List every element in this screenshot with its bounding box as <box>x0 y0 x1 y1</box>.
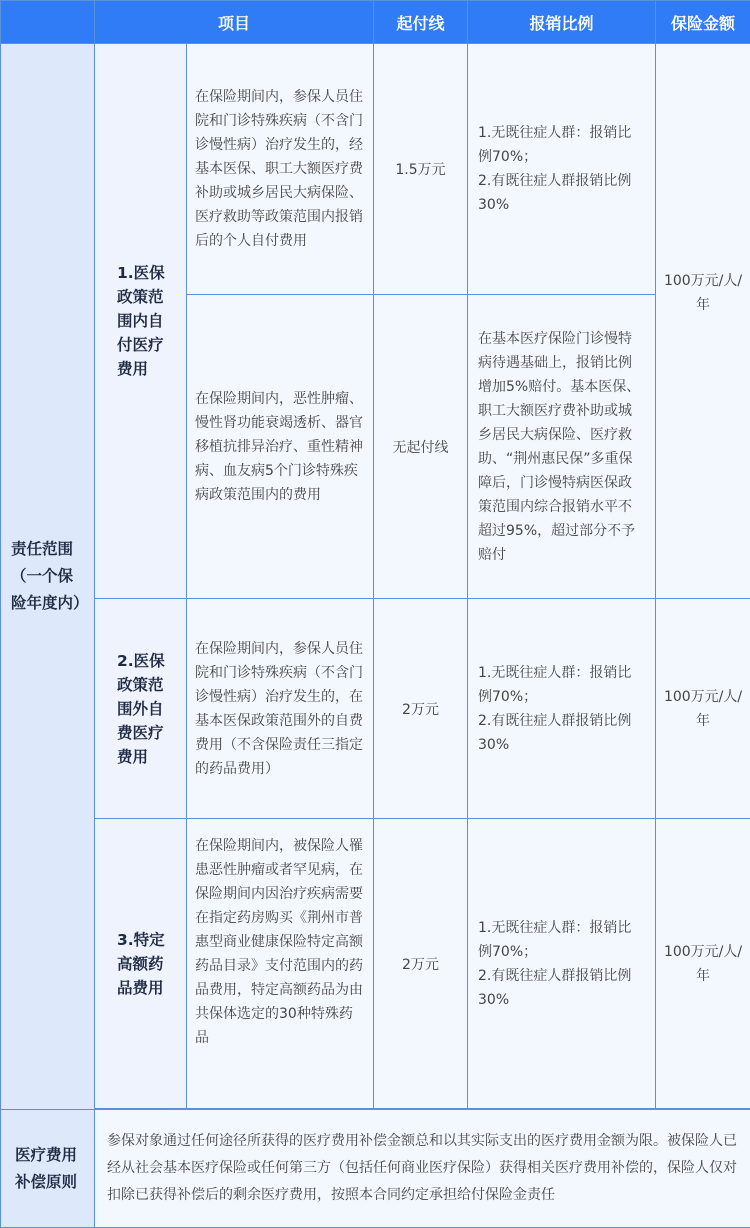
ratio-line: 1.无既往症人群：报销比例70%； <box>478 916 643 964</box>
ratio-line: 2.有既往症人群报销比例30% <box>478 709 643 757</box>
table-header-row <box>1 1 750 44</box>
header-item: 项目 <box>95 1 374 44</box>
item-description: 在保险期间内，参保人员住院和门诊特殊疾病（不含门诊慢性病）治疗发生的，经基本医保、职工大额医疗费补助或城乡居民大病保险、医疗救助等政策范围内报销后的个人自付费用 <box>187 44 374 295</box>
ratio-line: 2.有既往症人群报销比例30% <box>478 964 643 1012</box>
category-title: 1.医保政策范围内自付医疗费用 <box>95 44 187 599</box>
category-title: 2.医保政策范围外自费医疗费用 <box>95 599 187 819</box>
header-amount: 保险金额 <box>656 1 750 44</box>
insured-amount: 100万元/人/年 <box>656 819 750 1109</box>
table-row <box>1 599 750 819</box>
ratio-cell <box>468 599 656 819</box>
item-description: 在保险期间内，被保险人罹患恶性肿瘤或者罕见病，在保险期间内因治疗疾病需要在指定药房购买《荆州市普惠型商业健康保险特定高额药品目录》支付范围内的药品费用，特定高额药品为由共保体选定的30种特殊药品 <box>187 819 374 1109</box>
ratio-cell <box>468 819 656 1109</box>
principle-description: 参保对象通过任何途径所获得的医疗费用补偿金额总和以其实际支出的医疗费用金额为限。被保险人已经从社会基本医疗保险或任何第三方（包括任何商业医疗保险）获得相关医疗费用补偿的，保险人仅对扣除已获得补偿后的剩余医疗费用，按照本合同约定承担给付保险金责任 <box>95 1110 750 1228</box>
item-description: 在保险期间内，恶性肿瘤、慢性肾功能衰竭透析、器官移植抗排异治疗、重性精神病、血友病5个门诊特殊疾病政策范围内的费用 <box>187 295 374 599</box>
table-row <box>1 819 750 1109</box>
header-corner <box>1 1 95 44</box>
category-title: 3.特定高额药品费用 <box>95 819 187 1109</box>
ratio-cell <box>468 44 656 295</box>
insured-amount: 100万元/人/年 <box>656 44 750 599</box>
scope-label: 责任范围（一个保险年度内） <box>1 44 95 1110</box>
ratio-line: 1.无既往症人群：报销比例70%； <box>478 121 643 169</box>
threshold-value: 无起付线 <box>374 295 468 599</box>
table-row <box>1 44 750 295</box>
principle-label: 医疗费用补偿原则 <box>1 1110 95 1228</box>
threshold-value: 1.5万元 <box>374 44 468 295</box>
ratio-line: 2.有既往症人群报销比例30% <box>478 169 643 217</box>
header-threshold: 起付线 <box>374 1 468 44</box>
threshold-value: 2万元 <box>374 819 468 1109</box>
insured-amount: 100万元/人/年 <box>656 599 750 819</box>
header-ratio: 报销比例 <box>468 1 656 44</box>
item-description: 在保险期间内，参保人员住院和门诊特殊疾病（不含门诊慢性病）治疗发生的，在基本医保政策范围外的自费费用（不含保险责任三指定的药品费用） <box>187 599 374 819</box>
threshold-value: 2万元 <box>374 599 468 819</box>
ratio-cell <box>468 295 656 599</box>
principle-row <box>1 1110 750 1228</box>
ratio-line: 1.无既往症人群：报销比例70%； <box>478 661 643 709</box>
ratio-line: 在基本医疗保险门诊慢特病待遇基础上，报销比例增加5%赔付。基本医保、职工大额医疗费补助或城乡居民大病保险、医疗救助、“荆州惠民保”多重保障后，门诊慢特病医保政策范围内综合报销水平不超过95%，超过部分不予赔付 <box>478 327 643 567</box>
